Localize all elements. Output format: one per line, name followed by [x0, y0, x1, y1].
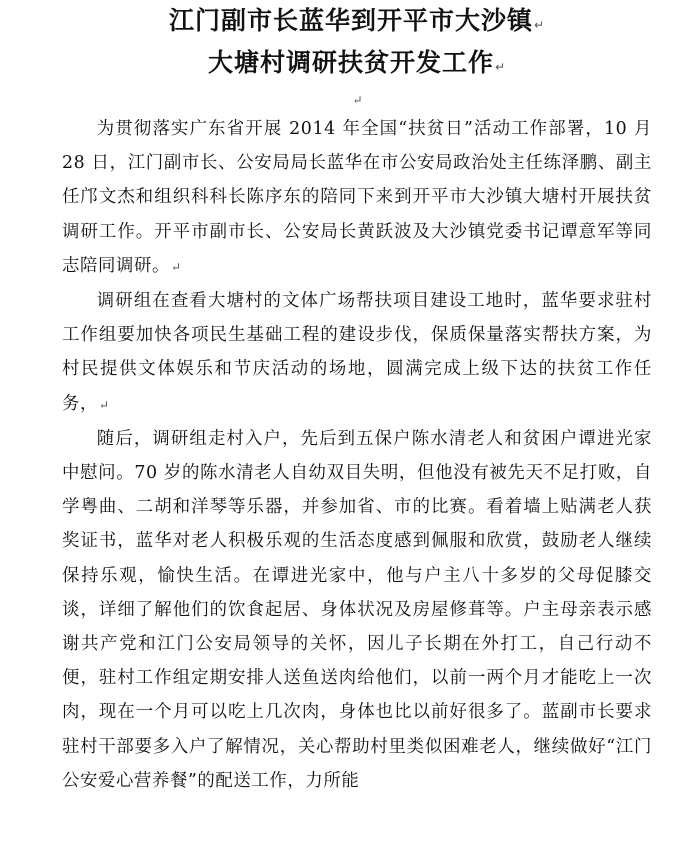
paragraph-2 [62, 284, 652, 422]
paragraph-3 [62, 422, 652, 798]
empty-line [62, 86, 652, 112]
paragraph-mark-icon: ↵ [98, 397, 110, 412]
paragraph-3-text: 随后，调研组走村入户，先后到五保户陈水清老人和贫困户谭进光家中慰问。70 岁的陈水清老人自幼双目失明，但他没有被先天不足打败，自学粤曲、二胡和洋琴等乐器，并参加省、市的比赛。看着墙上贴满老人获奖证书，蓝华对老人积极乐观的生活态度感到佩服和欣赏，鼓励老人继续保持乐观，愉快生活。在谭进光家中，他与户主八十多岁的父母促膝交谈，详细了解他们的饮食起居、身体状况及房屋修葺等。户主母亲表示感谢共产党和江门公安局领导的关怀，因儿子长期在外打工，自己行动不便，驻村工作组定期安排人送鱼送肉给他们，以前一两个月才能吃上一次肉，现在一个月可以吃上几次肉，身体也比以前好很多了。蓝副市长要求驻村干部要多入户了解情况，关心帮助村里类似困难老人，继续做好“江门公安爱心营养餐”的配送工作，力所能 [62, 428, 652, 791]
title-line-1 [62, 2, 652, 44]
document-body [62, 112, 652, 798]
paragraph-mark-icon: ↵ [170, 259, 182, 274]
paragraph-mark-icon: ↵ [352, 93, 363, 107]
title-line-1-text: 江门副市长蓝华到开平市大沙镇 [168, 6, 533, 35]
title-line-2-text: 大塘村调研扶贫开发工作 [207, 48, 494, 77]
paragraph-1 [62, 112, 652, 284]
paragraph-1-text: 为贯彻落实广东省开展 2014 年全国“扶贫日”活动工作部署，10 月 28 日，江门副市长、公安局局长蓝华在市公安局政治处主任练泽鹏、副主任邝文杰和组织科科长陈序东的陪同下来到开平市大沙镇大塘村开展扶贫调研工作。开平市副市长、公安局长黄跃波及大沙镇党委书记谭意军等同志陪同调研。 [62, 119, 652, 276]
paragraph-mark-icon: ↵ [494, 60, 507, 74]
title-line-2 [62, 44, 652, 86]
paragraph-mark-icon: ↵ [533, 18, 546, 32]
paragraph-2-text: 调研组在查看大塘村的文体广场帮扶项目建设工地时，蓝华要求驻村工作组要加快各项民生基础工程的建设步伐，保质保量落实帮扶方案，为村民提供文体娱乐和节庆活动的场地，圆满完成上级下达的扶贫工作任务， [62, 291, 652, 414]
document-title [62, 2, 652, 86]
